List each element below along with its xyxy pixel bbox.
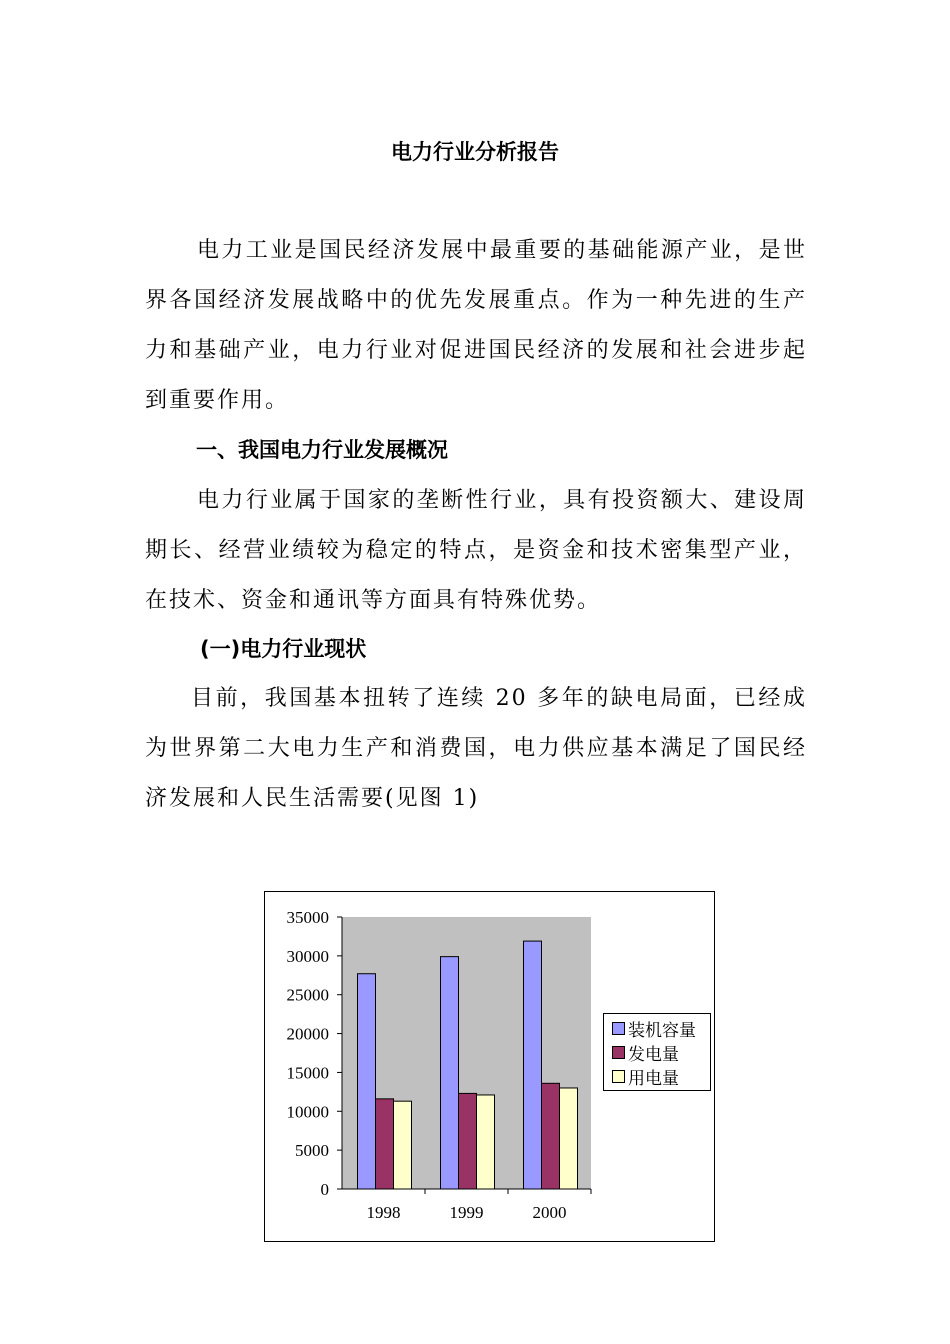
bar-2-1 bbox=[477, 1095, 495, 1189]
subsection-heading: (一)电力行业现状 bbox=[200, 637, 367, 661]
legend-swatch-0 bbox=[612, 1022, 625, 1035]
legend-item-series-1 bbox=[612, 1041, 679, 1063]
x-tick-label: 1998 bbox=[366, 1203, 401, 1222]
x-tick-label: 2000 bbox=[532, 1203, 567, 1222]
legend-swatch-1 bbox=[612, 1046, 625, 1059]
y-tick-label: 25000 bbox=[286, 985, 329, 1005]
y-tick-label: 5000 bbox=[295, 1141, 329, 1161]
bar-2-0 bbox=[394, 1101, 412, 1189]
y-tick-label: 35000 bbox=[286, 908, 329, 927]
legend-label-2: 用电量 bbox=[628, 1068, 679, 1089]
bar-0-0 bbox=[358, 974, 376, 1189]
intro-paragraph: 电力工业是国民经济发展中最重要的基础能源产业，是世界各国经济发展战略中的优先发展重点。作为一种先进的生产力和基础产业，电力行业对促进国民经济的发展和社会进步起到重要作用。 bbox=[145, 238, 807, 413]
bar-chart bbox=[264, 891, 715, 1242]
bar-1-2 bbox=[542, 1083, 560, 1189]
bar-0-2 bbox=[524, 941, 542, 1189]
section-body-paragraph: 电力行业属于国家的垄断性行业，具有投资额大、建设周期长、经营业绩较为稳定的特点，是资金和技术密集型产业，在技术、资金和通讯等方面具有特殊优势。 bbox=[145, 488, 807, 613]
section-heading: 一、我国电力行业发展概况 bbox=[196, 438, 448, 462]
y-tick-label: 10000 bbox=[286, 1102, 329, 1122]
y-tick-label: 30000 bbox=[286, 946, 329, 966]
subsection-body-paragraph: 目前，我国基本扭转了连续 20 多年的缺电局面，已经成为世界第二大电力生产和消费国，电力供应基本满足了国民经济发展和人民生活需要(见图 1) bbox=[145, 686, 807, 811]
document-title: 电力行业分析报告 bbox=[391, 140, 559, 164]
bar-2-2 bbox=[560, 1088, 578, 1189]
legend-item-series-2 bbox=[612, 1065, 679, 1087]
legend-swatch-2 bbox=[612, 1070, 625, 1083]
y-tick-label: 20000 bbox=[286, 1024, 329, 1044]
legend-item-series-0 bbox=[612, 1017, 696, 1039]
legend-label-1: 发电量 bbox=[628, 1044, 679, 1065]
chart-legend bbox=[603, 1013, 711, 1091]
bar-1-1 bbox=[459, 1093, 477, 1189]
bar-0-1 bbox=[441, 957, 459, 1189]
bar-1-0 bbox=[376, 1099, 394, 1189]
y-tick-label: 0 bbox=[320, 1180, 329, 1199]
legend-label-0: 装机容量 bbox=[628, 1020, 696, 1041]
x-tick-label: 1999 bbox=[449, 1203, 484, 1222]
y-tick-label: 15000 bbox=[286, 1063, 329, 1083]
